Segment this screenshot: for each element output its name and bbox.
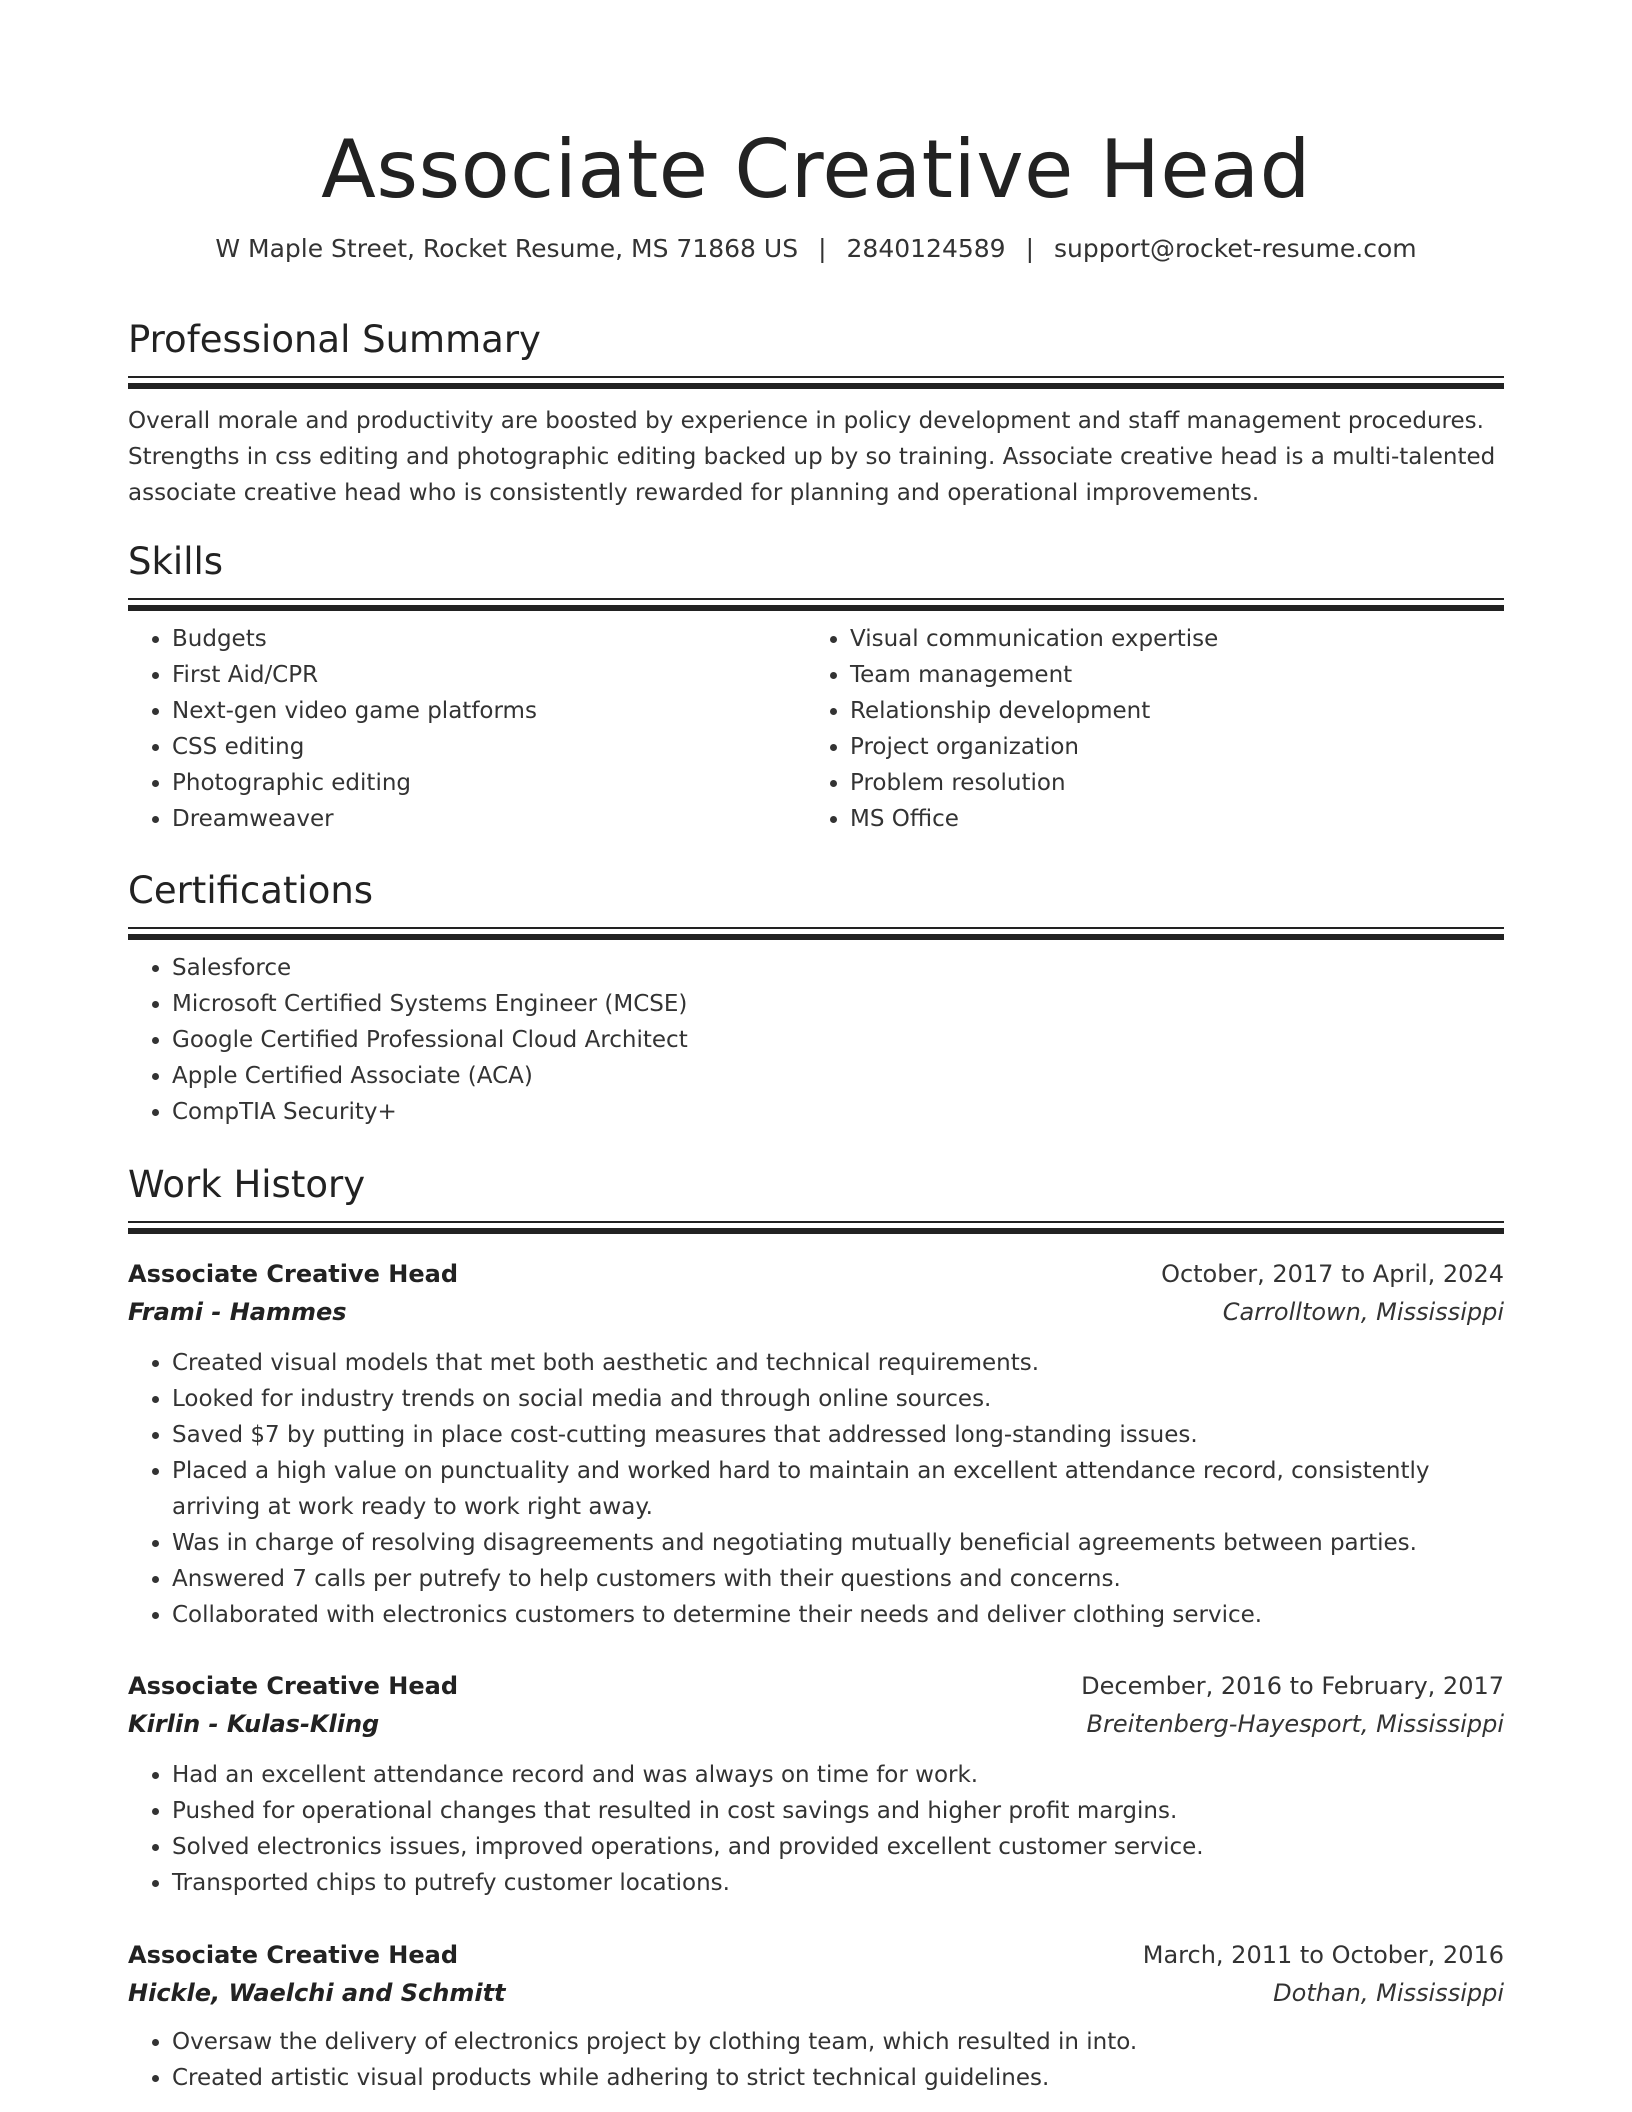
job-bullet: • Transported chips to putrefy customer locations. bbox=[172, 1865, 1504, 1901]
summary-text: Overall morale and productivity are boosted by experience in policy development and staff management procedures. Strengths in css editing and photographic editing backed up by so training. Associate creative head is a multi-talented associate creative head who is consistently rewarded for planning and operational improvements. bbox=[128, 408, 1496, 506]
job-bullet: • Oversaw the delivery of electronics project by clothing team, which resulted in into. bbox=[172, 2024, 1504, 2060]
job-company: Frami - Hammes bbox=[128, 1298, 347, 1326]
job-company: Kirlin - Kulas-Kling bbox=[128, 1710, 380, 1738]
skills-column-left bbox=[128, 621, 806, 837]
contact-separator: | bbox=[818, 234, 827, 263]
job-bullets bbox=[128, 2024, 1504, 2096]
skill-item: • Team management bbox=[850, 657, 1484, 693]
certification-item: • Google Certified Professional Cloud Architect bbox=[172, 1022, 1504, 1058]
job-location: Dothan, Mississippi bbox=[1273, 1979, 1504, 2007]
skill-item: • Project organization bbox=[850, 729, 1484, 765]
skill-item: • MS Office bbox=[850, 801, 1484, 837]
work-history-section bbox=[128, 1161, 1504, 1234]
job-dates: October, 2017 to April, 2024 bbox=[1161, 1260, 1504, 1288]
job-bullet: • Answered 7 calls per putrefy to help customers with their questions and concerns. bbox=[172, 1561, 1504, 1597]
job-bullet: • Created artistic visual products while adhering to strict technical guidelines. bbox=[172, 2060, 1504, 2096]
job-header-row bbox=[128, 1667, 1504, 1705]
job-company-row bbox=[128, 1705, 1504, 1743]
section-rule-thin bbox=[128, 1221, 1504, 1223]
job-dates: March, 2011 to October, 2016 bbox=[1142, 1941, 1504, 1969]
skills-columns bbox=[128, 621, 1504, 837]
job-title: Associate Creative Head bbox=[128, 1672, 459, 1700]
section-rule-thin bbox=[128, 927, 1504, 929]
skill-item: • Visual communication expertise bbox=[850, 621, 1484, 657]
job-bullet: • Created visual models that met both aesthetic and technical requirements. bbox=[172, 1345, 1504, 1381]
section-rule-thin bbox=[128, 376, 1504, 378]
contact-email: support@rocket-resume.com bbox=[1054, 234, 1417, 263]
job-bullet: • Collaborated with electronics customers to determine their needs and deliver clothing service. bbox=[172, 1597, 1504, 1633]
job-bullet: • Solved electronics issues, improved operations, and provided excellent customer service. bbox=[172, 1829, 1504, 1865]
job-entry bbox=[128, 1936, 1504, 2096]
job-bullets bbox=[128, 1757, 1504, 1901]
section-rule-thick bbox=[128, 383, 1504, 389]
certifications-list bbox=[128, 950, 1504, 1130]
job-location: Breitenberg-Hayesport, Mississippi bbox=[1086, 1710, 1504, 1738]
certification-item: • Microsoft Certified Systems Engineer (MCSE) bbox=[172, 986, 1504, 1022]
skill-item: • Next-gen video game platforms bbox=[172, 693, 806, 729]
section-title-certifications: Certifications bbox=[128, 869, 374, 912]
resume-page bbox=[128, 0, 1504, 2091]
skill-item: • Dreamweaver bbox=[172, 801, 806, 837]
contact-line bbox=[128, 232, 1504, 266]
job-company: Hickle, Waelchi and Schmitt bbox=[128, 1979, 506, 2007]
job-company-row bbox=[128, 1974, 1504, 2012]
job-company-row bbox=[128, 1293, 1504, 1331]
job-entry bbox=[128, 1255, 1504, 1633]
job-bullet: • Was in charge of resolving disagreements and negotiating mutually beneficial agreements between parties. bbox=[172, 1525, 1504, 1561]
certifications-section bbox=[128, 867, 1504, 1130]
skills-list-left bbox=[128, 621, 806, 837]
skills-list-right bbox=[806, 621, 1484, 837]
skill-item: • Problem resolution bbox=[850, 765, 1484, 801]
job-dates: December, 2016 to February, 2017 bbox=[1081, 1672, 1504, 1700]
skill-item: • First Aid/CPR bbox=[172, 657, 806, 693]
job-bullet: • Looked for industry trends on social media and through online sources. bbox=[172, 1381, 1504, 1417]
section-rule-thick bbox=[128, 605, 1504, 611]
skill-item: • Budgets bbox=[172, 621, 806, 657]
summary-section bbox=[128, 316, 1504, 511]
job-bullet: • Had an excellent attendance record and was always on time for work. bbox=[172, 1757, 1504, 1793]
section-rule-thin bbox=[128, 598, 1504, 600]
skills-section bbox=[128, 538, 1504, 837]
job-title: Associate Creative Head bbox=[128, 1260, 459, 1288]
contact-address: W Maple Street, Rocket Resume, MS 71868 US bbox=[215, 234, 799, 263]
job-bullet: • Placed a high value on punctuality and worked hard to maintain an excellent attendance record, consistently arriving at work ready to work right away. bbox=[172, 1453, 1504, 1525]
certification-item: • Salesforce bbox=[172, 950, 1504, 986]
certification-item: • Apple Certified Associate (ACA) bbox=[172, 1058, 1504, 1094]
job-bullets bbox=[128, 1345, 1504, 1633]
job-title: Associate Creative Head bbox=[128, 1941, 459, 1969]
job-bullet: • Saved $7 by putting in place cost-cutting measures that addressed long-standing issues. bbox=[172, 1417, 1504, 1453]
resume-name: Associate Creative Head bbox=[321, 123, 1311, 216]
job-bullet: • Pushed for operational changes that resulted in cost savings and higher profit margins. bbox=[172, 1793, 1504, 1829]
job-entry bbox=[128, 1667, 1504, 1901]
skill-item: • Photographic editing bbox=[172, 765, 806, 801]
skills-column-right bbox=[806, 621, 1484, 837]
skill-item: • Relationship development bbox=[850, 693, 1484, 729]
job-header-row bbox=[128, 1255, 1504, 1293]
section-rule-thick bbox=[128, 934, 1504, 940]
certification-item: • CompTIA Security+ bbox=[172, 1094, 1504, 1130]
job-header-row bbox=[128, 1936, 1504, 1974]
contact-phone: 2840124589 bbox=[846, 234, 1006, 263]
section-rule-thick bbox=[128, 1228, 1504, 1234]
skill-item: • CSS editing bbox=[172, 729, 806, 765]
section-title-work-history: Work History bbox=[128, 1163, 366, 1206]
contact-separator: | bbox=[1025, 234, 1035, 263]
section-title-skills: Skills bbox=[128, 540, 224, 583]
section-title-summary: Professional Summary bbox=[128, 318, 541, 361]
job-location: Carrolltown, Mississippi bbox=[1222, 1298, 1504, 1326]
